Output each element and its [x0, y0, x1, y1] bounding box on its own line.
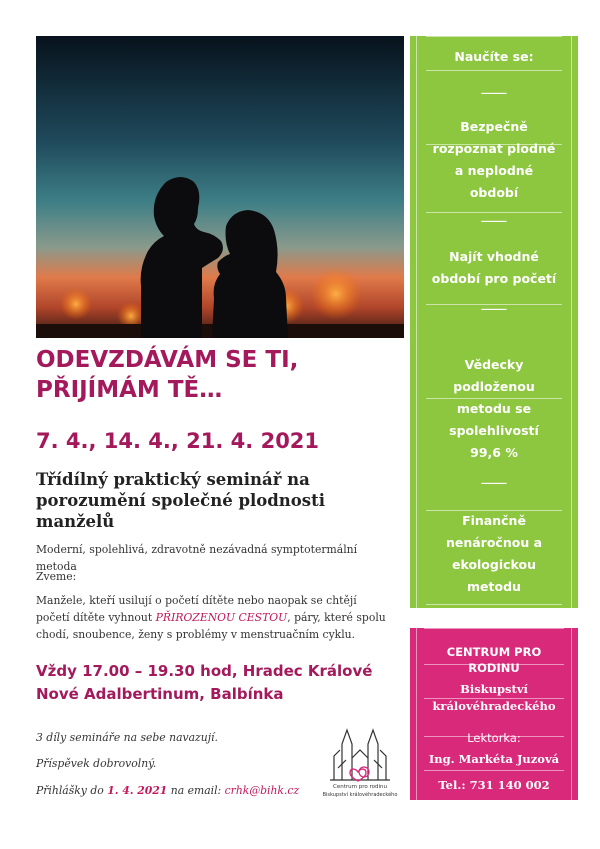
lecturer-name: Ing. Markéta Juzová [428, 752, 560, 766]
learning-heading: Naučíte se: [454, 49, 534, 64]
couple-photo [36, 36, 404, 338]
title-line-1: ODEVZDÁVÁM SE TI, [36, 347, 299, 373]
registration-date: 1. 4. 2021 [107, 784, 168, 797]
contact-phone[interactable]: Tel.: 731 140 002 [438, 778, 550, 792]
learning-box [410, 36, 578, 608]
time-location [36, 660, 372, 706]
note-contribution: Příspěvek dobrovolný. [36, 757, 157, 770]
main-title [36, 345, 298, 405]
separator: ____ [481, 469, 507, 484]
logo-caption-2: Biskupství královéhradeckého [322, 792, 398, 798]
logo-caption-1: Centrum pro rodinu [333, 784, 387, 790]
title-line-2: PŘIJÍMÁM TĚ… [36, 377, 223, 403]
separator: ____ [481, 207, 507, 222]
learning-item-1: Bezpečně rozpoznat plodné a neplodné období [432, 119, 556, 200]
time-line: Vždy 17.00 – 19.30 hod, Hradec Králové [36, 662, 373, 680]
highlight-natural-way: PŘIROZENOU CESTOU [155, 611, 288, 624]
seminar-subtitle: Třídílný praktický seminář na porozumění společné plodnosti manželů [36, 470, 325, 531]
seminar-dates: 7. 4., 14. 4., 21. 4. 2021 [36, 429, 320, 453]
invite-label: Zveme: [36, 570, 77, 583]
separator: ____ [481, 295, 507, 310]
contact-box [410, 628, 578, 800]
registration-email[interactable]: crhk@bihk.cz [224, 784, 300, 797]
venue-line: Nové Adalbertinum, Balbínka [36, 685, 284, 703]
learning-item-2: Najít vhodné období pro početí [431, 249, 557, 286]
note-continuity: 3 díly semináře na sebe navazují. [36, 731, 218, 744]
separator: ____ [481, 79, 507, 94]
learning-item-3: Vědecky podloženou metodu se spolehlivostí 99,6 % [449, 357, 539, 460]
learning-item-4: Finančně nenáročnou a ekologickou metodu [445, 513, 543, 594]
invite-text: Manžele, kteří usilují o početí dítěte nebo naopak se chtějí početí dítěte vyhnout PŘIROZENOU CESTOU, páry, které spolu chodí, snoubence, ženy s problémy v menstruačním cyklu. [36, 594, 386, 641]
registration-line: Přihlášky do 1. 4. 2021 na email: crhk@bihk.cz [36, 784, 300, 797]
method-description: Moderní, spolehlivá, zdravotně nezávadná symptotermální metoda [36, 543, 358, 573]
org-diocese: Biskupství královéhradeckého [432, 682, 556, 713]
lecturer-label: Lektorka: [467, 731, 521, 745]
org-name: CENTRUM PRO RODINU [446, 645, 542, 675]
